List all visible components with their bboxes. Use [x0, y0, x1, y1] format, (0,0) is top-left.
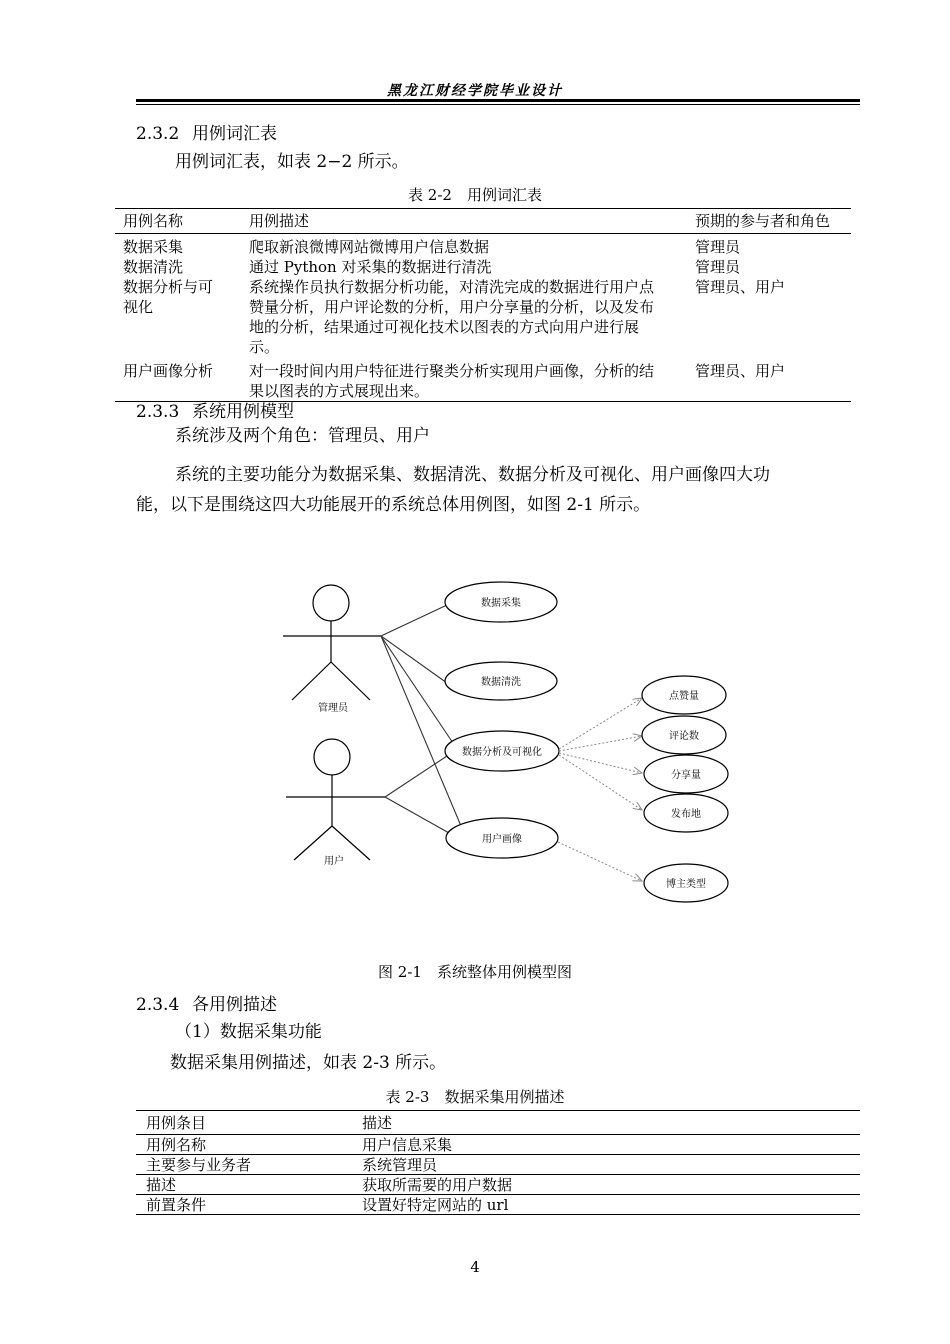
- actor-admin: [283, 585, 381, 700]
- header-rule-thick: [136, 99, 860, 102]
- table-row: [115, 257, 851, 277]
- running-header: 黑龙江财经学院毕业设计: [387, 83, 563, 99]
- section-heading-2-3-4: [136, 990, 277, 1015]
- page-number: 4: [470, 1258, 480, 1276]
- actor-label-user: 用户: [324, 856, 344, 867]
- table-cell: 设置好特定网站的 url: [352, 1195, 860, 1215]
- sub-usecase-label: 分享量: [671, 770, 701, 781]
- table-cell: 管理员: [695, 258, 741, 276]
- section-heading-2-3-2: [136, 119, 277, 144]
- table-cell: 数据清洗: [123, 258, 184, 276]
- table-header-cell: 用例名称: [115, 209, 241, 234]
- table-header-row: [115, 209, 851, 234]
- table-header-cell: 用例条目: [136, 1111, 352, 1135]
- section-title: 各用例描述: [192, 995, 277, 1015]
- section-number: 2.3.4: [136, 995, 180, 1015]
- header-rule-thin: [136, 104, 860, 105]
- table-cell: 管理员、用户: [695, 278, 786, 296]
- table-cell: 系统操作员执行数据分析功能，对清洗完成的数据进行用户点赞量分析，用户评论数的分析，用户分享量的分析，以及发布地的分析，结果通过可视化技术以图表的方式向用户进行展示。: [249, 278, 655, 356]
- table-header-cell: 用例描述: [241, 209, 681, 234]
- paragraph: 数据采集用例描述，如表 2-3 所示。: [170, 1053, 447, 1073]
- table-row: [136, 1195, 860, 1215]
- sub-usecase-label: 发布地: [671, 809, 701, 820]
- section-title: 系统用例模型: [192, 402, 294, 422]
- table-cell: 前置条件: [136, 1195, 352, 1215]
- usecase-label: 数据采集: [481, 598, 521, 609]
- table-cell: 管理员、用户: [681, 357, 851, 402]
- table-header-cell: 预期的参与者和角色: [681, 209, 851, 234]
- sub-usecase-label: 博主类型: [666, 879, 706, 890]
- actor-label-admin: 管理员: [318, 703, 348, 714]
- table-cell: 管理员: [695, 238, 741, 256]
- list-item: （1）数据采集功能: [175, 1022, 322, 1042]
- paragraph: 系统涉及两个角色：管理员、用户: [175, 426, 430, 446]
- paragraph-line: 系统的主要功能分为数据采集、数据清洗、数据分析及可视化、用户画像四大功: [175, 465, 770, 485]
- table-row: [136, 1155, 860, 1175]
- data-collection-usecase-table: [136, 1110, 860, 1215]
- sub-usecase-label: 评论数: [669, 731, 699, 742]
- table-row: [136, 1135, 860, 1155]
- table-cell: 用例名称: [136, 1135, 352, 1155]
- table-row: [115, 277, 851, 357]
- section-title: 用例词汇表: [192, 124, 277, 144]
- use-case-glossary-table: [115, 208, 851, 402]
- figure-caption: 图 2-1 系统整体用例模型图: [378, 963, 572, 981]
- table-cell: 数据分析与可视化: [123, 278, 214, 316]
- table-cell: 通过 Python 对采集的数据进行清洗: [249, 258, 492, 276]
- table-cell: 描述: [136, 1175, 352, 1195]
- table-cell: 主要参与业务者: [136, 1155, 352, 1175]
- actor-user: [286, 739, 385, 860]
- paragraph-line: 能，以下是围绕这四大功能展开的系统总体用例图，如图 2-1 所示。: [136, 495, 651, 515]
- table-cell: 数据采集: [123, 238, 184, 256]
- use-case-diagram: [270, 570, 750, 910]
- usecase-label: 数据分析及可视化: [462, 747, 542, 758]
- table-header-cell: 描述: [352, 1111, 860, 1135]
- table-row: [136, 1175, 860, 1195]
- section-number: 2.3.2: [136, 124, 180, 144]
- table-cell: 爬取新浪微博网站微博用户信息数据: [249, 238, 490, 256]
- table-row: [115, 234, 851, 258]
- table-caption: 表 2-2 用例词汇表: [408, 186, 542, 204]
- usecase-label: 数据清洗: [481, 677, 521, 688]
- table-row: [115, 357, 851, 402]
- paragraph: 用例词汇表，如表 2−2 所示。: [175, 152, 409, 172]
- table-cell: 用户画像分析: [115, 357, 241, 402]
- association-lines: [381, 605, 461, 833]
- usecase-label: 用户画像: [482, 834, 522, 845]
- table-caption: 表 2-3 数据采集用例描述: [385, 1088, 565, 1106]
- table-header-row: [136, 1111, 860, 1135]
- section-number: 2.3.3: [136, 402, 180, 422]
- table-cell: 获取所需要的用户数据: [352, 1175, 860, 1195]
- table-cell: 用户信息采集: [352, 1135, 860, 1155]
- table-cell: 系统管理员: [352, 1155, 860, 1175]
- table-cell: 对一段时间内用户特征进行聚类分析实现用户画像，分析的结果以图表的方式展现出来。: [241, 357, 681, 402]
- sub-usecase-label: 点赞量: [669, 691, 699, 702]
- dependency-arrows: [558, 698, 642, 881]
